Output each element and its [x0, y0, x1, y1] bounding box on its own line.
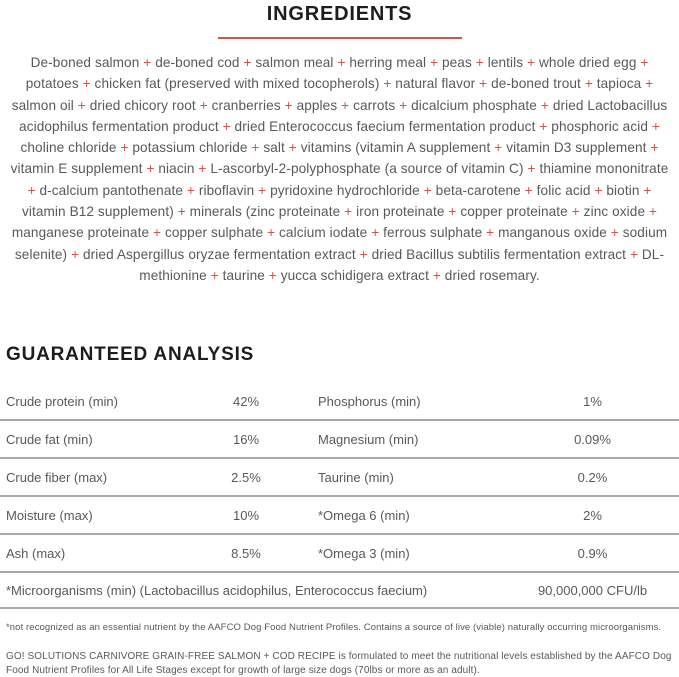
ingredient-item: apples: [296, 97, 338, 113]
plus-separator: +: [527, 161, 536, 177]
row-value: 1%: [583, 393, 602, 409]
row-value: 2%: [583, 507, 602, 523]
plus-separator: +: [82, 76, 91, 92]
plus-separator: +: [650, 140, 659, 156]
ingredient-item: de-boned trout: [491, 76, 581, 92]
ingredient-item: cranberries: [211, 97, 281, 113]
row-label: Ash (max): [6, 545, 66, 561]
plus-separator: +: [594, 182, 603, 198]
plus-separator: +: [629, 246, 638, 262]
row-label: Phosphorus (min): [318, 393, 421, 409]
ingredient-item: herring meal: [349, 55, 427, 70]
row-label: *Omega 6 (min): [318, 507, 410, 523]
ingredient-item: manganese proteinate: [11, 225, 150, 241]
row-value: 42%: [232, 393, 260, 409]
ingredient-item: d-calcium pantothenate: [39, 182, 184, 198]
ingredient-item: niacin: [158, 161, 195, 177]
ingredient-item: sodium selenite): [14, 225, 668, 262]
ingredient-item: riboflavin: [198, 182, 255, 198]
row-label: Taurine (min): [318, 469, 394, 485]
ingredient-item: salmon meal: [255, 55, 334, 70]
ingredient-item: iron proteinate: [356, 204, 445, 220]
row-label: Crude fiber (max): [6, 469, 108, 485]
ingredient-item: biotin: [606, 182, 640, 198]
ingredient-item: folic acid: [536, 182, 591, 198]
plus-separator: +: [267, 225, 276, 241]
ingredient-item: salmon oil: [11, 97, 74, 113]
plus-separator: +: [539, 118, 548, 134]
plus-separator: +: [524, 182, 533, 198]
microorganisms-row: [0, 573, 679, 609]
footnote-asterisk: *not recognized as an essential nutrient by the AAFCO Dog Food Nutrient Profiles. Contains a source of live (viable) naturally occurring microorganisms.: [6, 622, 662, 633]
ingredient-item: dried Lactobacillus acidophilus fermentation product: [19, 97, 668, 134]
ingredient-item: chicken fat (preserved with mixed tocopherols): [94, 76, 380, 92]
analysis-row: [0, 497, 679, 535]
ingredient-item: yucca schidigera extract: [280, 267, 429, 283]
ingredient-item: dicalcium phosphate: [411, 97, 537, 113]
ingredient-item: salt: [263, 140, 285, 156]
plus-separator: +: [649, 204, 658, 220]
plus-separator: +: [571, 204, 580, 220]
plus-separator: +: [27, 182, 36, 198]
plus-separator: +: [651, 118, 660, 134]
plus-separator: +: [288, 140, 297, 156]
ingredient-item: ferrous sulphate: [383, 225, 483, 241]
ingredient-item: carrots: [353, 97, 396, 113]
plus-separator: +: [643, 182, 652, 198]
plus-separator: +: [199, 97, 208, 113]
plus-separator: +: [494, 140, 503, 156]
row-label: *Microorganisms (min) (Lactobacillus acidophilus, Enterococcus faecium): [6, 582, 428, 598]
plus-separator: +: [399, 97, 408, 113]
plus-separator: +: [432, 267, 441, 283]
plus-separator: +: [430, 55, 439, 70]
ingredient-item: de-boned cod: [155, 55, 240, 70]
ingredient-item: dried chicory root: [89, 97, 196, 113]
row-label: Moisture (max): [6, 507, 93, 523]
ingredient-item: dried Aspergillus oryzae fermentation extract: [83, 246, 356, 262]
row-value: 0.2%: [577, 469, 608, 485]
plus-separator: +: [341, 97, 350, 113]
plus-separator: +: [540, 97, 549, 113]
plus-separator: +: [284, 97, 293, 113]
plus-separator: +: [77, 97, 86, 113]
plus-separator: +: [640, 55, 649, 70]
row-label: Crude protein (min): [6, 393, 118, 409]
plus-separator: +: [527, 55, 536, 70]
plus-separator: +: [645, 76, 654, 92]
ingredient-item: De-boned salmon: [30, 55, 140, 70]
ingredient-item: beta-carotene: [435, 182, 521, 198]
ingredient-item: manganous oxide: [498, 225, 607, 241]
plus-separator: +: [359, 246, 368, 262]
analysis-row: [0, 535, 679, 573]
ingredients-section: [0, 0, 679, 286]
ingredient-item: vitamins (vitamin A supplement: [300, 140, 491, 156]
ingredient-item: pyridoxine hydrochloride: [270, 182, 420, 198]
plus-separator: +: [371, 225, 380, 241]
ingredient-item: potassium chloride: [132, 140, 248, 156]
plus-separator: +: [337, 55, 346, 70]
plus-separator: +: [243, 55, 252, 70]
ingredient-item: DL-methionine: [139, 246, 665, 283]
plus-separator: +: [344, 204, 353, 220]
row-value: 2.5%: [231, 469, 261, 485]
ingredient-item: phosphoric acid: [551, 118, 648, 134]
footnote-aafco: GO! SOLUTIONS CARNIVORE GRAIN-FREE SALMON + COD RECIPE is formulated to meet the nutritional levels established by the AAFCO Dog Food Nutrient Profiles for All Life Stages except for growth of large size dogs (70lbs or more as an adult).: [6, 651, 672, 676]
plus-separator: +: [584, 76, 593, 92]
analysis-row: [0, 383, 679, 421]
plus-separator: +: [475, 55, 484, 70]
plus-separator: +: [71, 246, 80, 262]
row-label: *Omega 3 (min): [318, 545, 410, 561]
ingredient-item: vitamin E supplement: [10, 161, 143, 177]
row-value: 10%: [232, 507, 260, 523]
row-value: 16%: [232, 431, 260, 447]
plus-separator: +: [486, 225, 495, 241]
ingredient-item: zinc oxide: [583, 204, 646, 220]
row-value: 0.09%: [574, 431, 611, 447]
ingredient-item: natural flavor: [395, 76, 476, 92]
row-value: 90,000,000 CFU/lb: [537, 582, 648, 598]
ingredient-item: choline chloride: [20, 140, 117, 156]
plus-separator: +: [268, 267, 277, 283]
ingredient-item: vitamin D3 supplement: [506, 140, 647, 156]
plus-separator: +: [251, 140, 260, 156]
plus-separator: +: [198, 161, 207, 177]
ingredient-item: dried rosemary.: [444, 267, 540, 283]
row-label: Magnesium (min): [318, 431, 419, 447]
plus-separator: +: [210, 267, 219, 283]
guaranteed-analysis-section: [0, 344, 679, 677]
analysis-row: [0, 459, 679, 497]
analysis-table: [0, 383, 679, 573]
plus-separator: +: [258, 182, 267, 198]
ingredient-item: copper sulphate: [164, 225, 264, 241]
row-value: 0.9%: [577, 545, 608, 561]
analysis-row: [0, 421, 679, 459]
plus-separator: +: [143, 55, 152, 70]
ingredient-item: thiamine mononitrate: [539, 161, 669, 177]
ingredients-title: INGREDIENTS: [266, 3, 413, 25]
ingredient-item: vitamin B12 supplement): [21, 204, 174, 220]
ingredient-item: calcium iodate: [279, 225, 368, 241]
ingredient-item: potatoes: [25, 76, 79, 92]
plus-separator: +: [177, 204, 186, 220]
red-divider-line: [218, 37, 462, 39]
ingredient-item: lentils: [487, 55, 524, 70]
plus-separator: +: [610, 225, 619, 241]
plus-separator: +: [479, 76, 488, 92]
ingredient-item: dried Bacillus subtilis fermentation extract: [371, 246, 627, 262]
analysis-title: GUARANTEED ANALYSIS: [6, 344, 255, 365]
ingredient-item: whole dried egg: [539, 55, 637, 70]
ingredient-item: taurine: [222, 267, 265, 283]
plus-separator: +: [423, 182, 432, 198]
plus-separator: +: [448, 204, 457, 220]
plus-separator: +: [146, 161, 155, 177]
plus-separator: +: [153, 225, 162, 241]
ingredients-paragraph: [5, 52, 674, 286]
plus-separator: +: [383, 76, 392, 92]
ingredient-item: peas: [441, 55, 472, 70]
ingredient-item: copper proteinate: [460, 204, 568, 220]
plus-separator: +: [120, 140, 129, 156]
ingredient-item: minerals (zinc proteinate: [189, 204, 341, 220]
plus-separator: +: [186, 182, 195, 198]
row-value: 8.5%: [231, 545, 261, 561]
ingredient-item: L-ascorbyl-2-polyphosphate (a source of vitamin C): [210, 161, 524, 177]
ingredient-item: dried Enterococcus faecium fermentation product: [234, 118, 536, 134]
row-label: Crude fat (min): [6, 431, 93, 447]
ingredient-item: tapioca: [596, 76, 642, 92]
plus-separator: +: [222, 118, 231, 134]
